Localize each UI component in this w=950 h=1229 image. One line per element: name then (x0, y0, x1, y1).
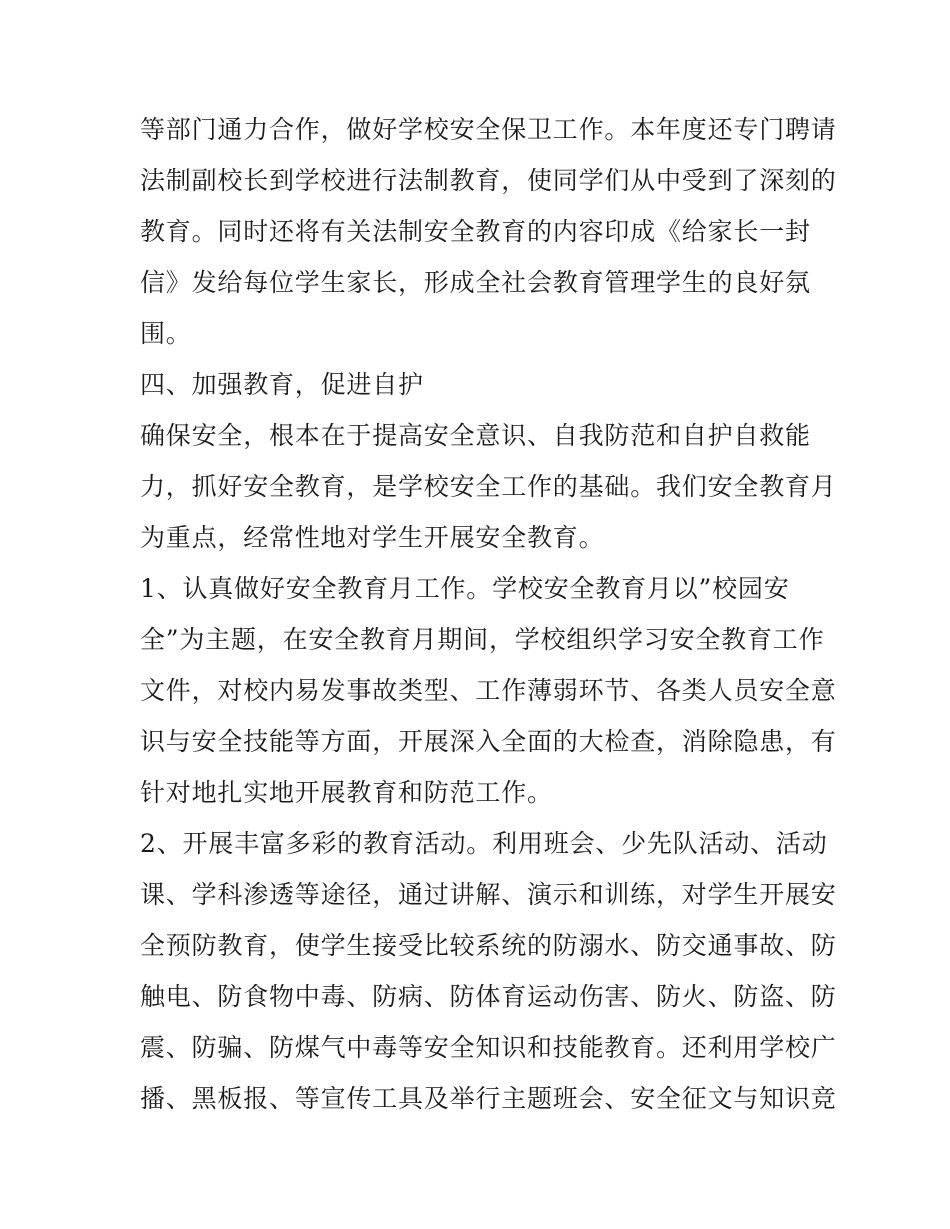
text-line: 为重点，经常性地对学生开展安全教育。 (140, 523, 605, 552)
text-line: 震、防骗、防煤气中毒等安全知识和技能教育。还利用学校广 (140, 1033, 837, 1062)
text-line: 围。 (140, 319, 192, 348)
text-line: 确保安全，根本在于提高安全意识、自我防范和自护自救能 (140, 421, 811, 450)
text-line: 等部门通力合作，做好学校安全保卫工作。本年度还专门聘请 (140, 115, 837, 144)
text-line: 针对地扎实地开展教育和防范工作。 (140, 778, 553, 807)
text-line: 识与安全技能等方面，开展深入全面的大检查，消除隐患，有 (140, 727, 837, 756)
text-line: 播、黑板报、等宣传工具及举行主题班会、安全征文与知识竞 (140, 1084, 837, 1113)
text-line: 全”为主题，在安全教育月期间，学校组织学习安全教育工作 (140, 625, 825, 654)
text-line: 信》发给每位学生家长，形成全社会教育管理学生的良好氛 (140, 268, 811, 297)
text-line: 课、学科渗透等途径，通过讲解、演示和训练，对学生开展安 (140, 880, 837, 909)
text-line: 全预防教育，使学生接受比较系统的防溺水、防交通事故、防 (140, 931, 837, 960)
text-line: 1、认真做好安全教育月工作。学校安全教育月以”校园安 (140, 574, 790, 603)
text-line: 2、开展丰富多彩的教育活动。利用班会、少先队活动、活动 (140, 829, 828, 858)
text-line: 教育。同时还将有关法制安全教育的内容印成《给家长一封 (140, 217, 811, 246)
text-line: 文件，对校内易发事故类型、工作薄弱环节、各类人员安全意 (140, 676, 837, 705)
section-heading: 四、加强教育，促进自护 (140, 370, 424, 399)
text-line: 力，抓好安全教育，是学校安全工作的基础。我们安全教育月 (140, 472, 837, 501)
text-line: 触电、防食物中毒、防病、防体育运动伤害、防火、防盗、防 (140, 982, 837, 1011)
text-line: 法制副校长到学校进行法制教育，使同学们从中受到了深刻的 (140, 166, 837, 195)
body-text (140, 104, 837, 1124)
